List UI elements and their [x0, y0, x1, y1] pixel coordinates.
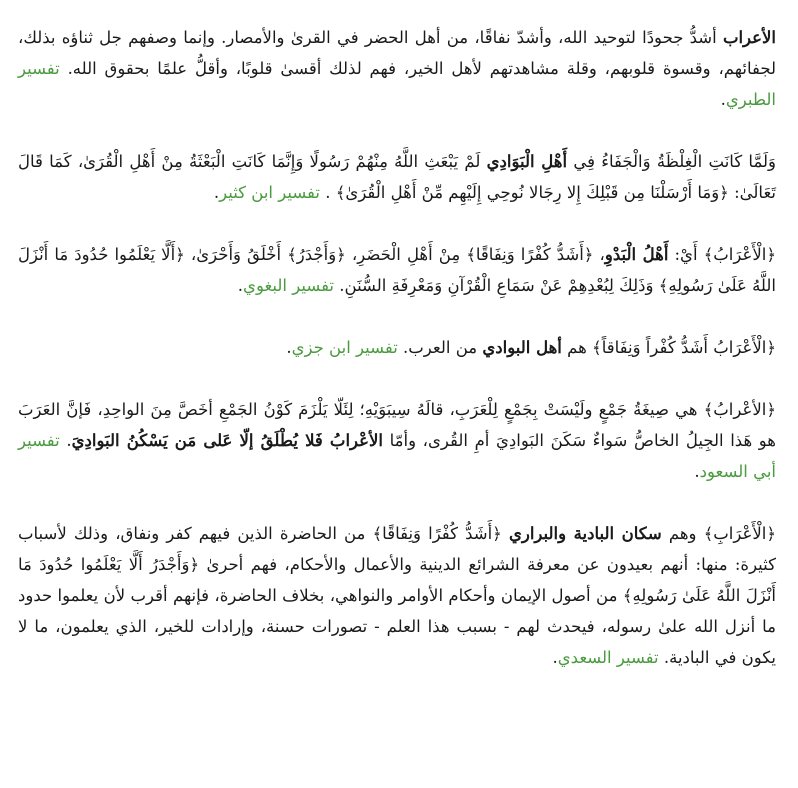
entry-text: لَمْ يَبْعَثِ اللَّهُ مِنْهُمْ رَسُولًا وَإِنَّمَا كَانَتِ الْبَعْثَةُ مِنْ أَهْلِ الْقُرَىٰ، كَمَا قَالَ تَعَالَىٰ: ﴿وَمَا أَرْسَلْنَا مِن قَبْلِكَ إِلا رِجَالا نُوحِي إِلَيْهِم مِّنْ أَهْلِ الْقُرَىٰ﴾ .: [18, 152, 776, 202]
source-link-tabari[interactable]: تفسير الطبري: [18, 59, 776, 109]
entry-text-bold: سكان البادية والبراري: [508, 524, 662, 543]
entry-text: ﴿الْأَعْرَابِ﴾ وهم: [661, 524, 776, 543]
period: .: [552, 648, 558, 667]
entry-ibn-kathir: [18, 146, 776, 208]
entry-tabari: [18, 22, 776, 115]
entry-text: .: [59, 431, 72, 450]
period: .: [237, 276, 244, 295]
source-link-ibn-kathir[interactable]: تفسير ابن كثير: [219, 183, 320, 202]
source-link-baghawi[interactable]: تفسير البغوي: [243, 276, 335, 295]
entry-saadi: [18, 518, 776, 673]
entry-text: ، ﴿أَشَدُّ كُفْرًا وَنِفَاقًا﴾ مِنْ أَهْلِ الْحَضَرِ، ﴿وَأَجْدَرُ﴾ أَخْلَقُ وَأَحْرَىٰ، ﴿أَلَّا يَعْلَمُوا حُدُودَ مَا أَنْزَلَ اللَّهُ عَلَىٰ رَسُولِهِ﴾ وَذَلِكَ لِبُعْدِهِمْ عَنْ سَمَاعِ الْقُرْآنِ وَمَعْرِفَةِ السُّنَنِ.: [18, 245, 776, 295]
source-link-abi-saud[interactable]: تفسير أبي السعود: [18, 431, 776, 481]
entry-text: من العرب.: [397, 338, 483, 357]
period: .: [694, 462, 700, 481]
period: .: [720, 90, 726, 109]
entry-text: وَلَمَّا كَانَتِ الْغِلْظَةُ وَالْجَفَاءُ فِي: [567, 152, 776, 171]
entry-text: ﴿الْأَعْرَابُ أَشَدُّ كُفْراً وَنِفَاقاً﴾ هم: [561, 338, 776, 357]
entry-ibn-juzayy: [18, 332, 776, 363]
entry-text: ﴿الْأَعْرَابُ﴾ أَيْ:: [668, 245, 776, 264]
period: .: [286, 338, 292, 357]
source-link-ibn-juzayy[interactable]: تفسير ابن جزي: [291, 338, 398, 357]
entry-text: أشدُّ جحودًا لتوحيد الله، وأشدّ نفاقًا، من أهل الحضر في القرىٰ والأمصار. وإنما وصفهم جل ثناؤه بذلك، لجفائهم، وقسوة قلوبهم، وقلة مشاهدتهم لأهل الخير، فهم لذلك أقسىٰ قلوبًا، وأقلُّ علمًا بحقوق الله.: [18, 28, 776, 78]
entry-text-bold: أَهْلُ الْبَدْوِ: [604, 245, 669, 264]
entry-text-bold: الأعْرابُ فَلا يُطْلَقُ إلّا عَلى مَن يَسْكُنُ البَوادِيَ: [71, 431, 383, 450]
entry-baghawi: [18, 239, 776, 301]
entry-text: ﴿أَشَدُّ كُفْرًا وَنِفَاقًا﴾ من الحاضرة الذين فيهم كفر ونفاق، وذلك لأسباب كثيرة: منها: أنهم بعيدون عن معرفة الشرائع الدينية والأعمال والأحكام، فهم أحرىٰ ﴿وَأَجْدَرُ أَلَّا يَعْلَمُوا حُدُودَ مَا أَنْزَلَ اللَّهُ عَلَىٰ رَسُولِهِ﴾ من أصول الإيمان وأحكام الأوامر والنواهي، بخلاف الحاضرة، فإنهم أقرب لأن يعلموا حدود ما أنزل الله علىٰ رسوله، فيحدث لهم - بسبب هذا العلم - تصورات حسنة، وإرادات للخير، الذي يعلمون، ما لا يكون في البادية.: [18, 524, 776, 667]
period: .: [213, 183, 220, 202]
entry-text-bold: أَهْلِ الْبَوَادِي: [486, 152, 568, 171]
entry-text: ﴿الأعْرابُ﴾ هي صِيغَةُ جَمْعٍ ولَيْسَتْ بِجَمْعٍ لِلْعَرَبِ، قالَهُ سِيبَوَيْهِ؛ لِئَلّا يَلْزَمَ كَوْنُ الجَمْعِ أخَصَّ مِنَ الواحِدِ، فَإنَّ العَرَبَ هو هَذا الجِيلُ الخاصُّ سَواءٌ سَكَنَ البَوادِيَ أمِ القُرى، وأمّا: [18, 400, 776, 450]
source-link-saadi[interactable]: تفسير السعدي: [557, 648, 659, 667]
entry-abi-saud: [18, 394, 776, 487]
entry-text-bold: الأعراب: [722, 28, 776, 47]
entry-text-bold: أهل البوادي: [482, 338, 562, 357]
